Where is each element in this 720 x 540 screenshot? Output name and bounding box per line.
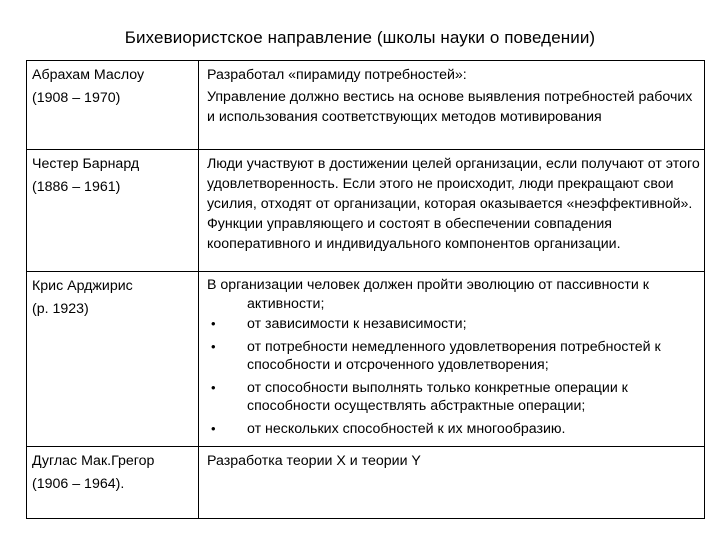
description-cell xyxy=(199,447,705,519)
description-line: Люди участвуют в достижении целей организации, если получают от этого удовлетворенность. Если этого не происходит, люди прекращают свои усилия, отходят от организации, которая оказывается «неэффективной». Функции управляющего и состоят в обеспечении совпадения кооперативного и индивидуального компонентов организации. xyxy=(207,156,700,252)
description-line: Управление должно вестись на основе выявления потребностей рабочих и использования соответствующих методов мотивирования xyxy=(207,89,693,125)
person-name: Честер Барнард xyxy=(32,156,140,172)
list-item-text: от нескольких способностей к их многообразию. xyxy=(247,420,566,437)
life-dates: (1906 – 1964). xyxy=(32,476,125,492)
list-item-text: от способности выполнять только конкретные операции к способности осуществлять абстрактные операции; xyxy=(247,379,628,414)
bullet-icon: • xyxy=(211,316,216,331)
list-item-text: от зависимости к независимости; xyxy=(247,316,467,332)
description-cell xyxy=(199,150,705,272)
table-row xyxy=(27,447,705,519)
description-line: активности; xyxy=(247,295,325,312)
description-line: В организации человек должен пройти эволюцию от пассивности к xyxy=(207,277,649,293)
list-item-text: от потребности немедленного удовлетворения потребностей к способности и отсроченного удовлетворения; xyxy=(247,338,661,373)
table-row xyxy=(27,272,705,447)
table-row xyxy=(27,61,705,150)
description-line: Разработка теории X и теории Y xyxy=(207,453,421,469)
bullet-icon: • xyxy=(211,379,216,395)
person-name: Крис Арджирис xyxy=(32,278,133,294)
name-cell xyxy=(27,272,199,447)
name-cell xyxy=(27,61,199,150)
bullet-list xyxy=(207,315,701,438)
bullet-icon: • xyxy=(211,338,216,354)
list-item xyxy=(207,338,701,375)
name-cell xyxy=(27,447,199,519)
table-row xyxy=(27,150,705,272)
page-title: Бихевиористское направление (школы науки о поведении) xyxy=(124,28,596,47)
person-name: Абрахам Маслоу xyxy=(32,67,145,83)
life-dates: (1886 – 1961) xyxy=(32,179,121,195)
bullet-icon: • xyxy=(211,420,216,436)
list-item xyxy=(207,420,701,439)
name-cell xyxy=(27,150,199,272)
person-name: Дуглас Мак.Грегор xyxy=(32,453,155,469)
life-dates: (р. 1923) xyxy=(32,301,89,317)
description-cell xyxy=(199,61,705,150)
list-item xyxy=(207,315,701,334)
list-item xyxy=(207,379,701,416)
description-line: Разработал «пирамиду потребностей»: xyxy=(207,67,467,83)
theorists-table xyxy=(26,60,705,519)
description-cell xyxy=(199,272,705,447)
life-dates: (1908 – 1970) xyxy=(32,90,121,106)
